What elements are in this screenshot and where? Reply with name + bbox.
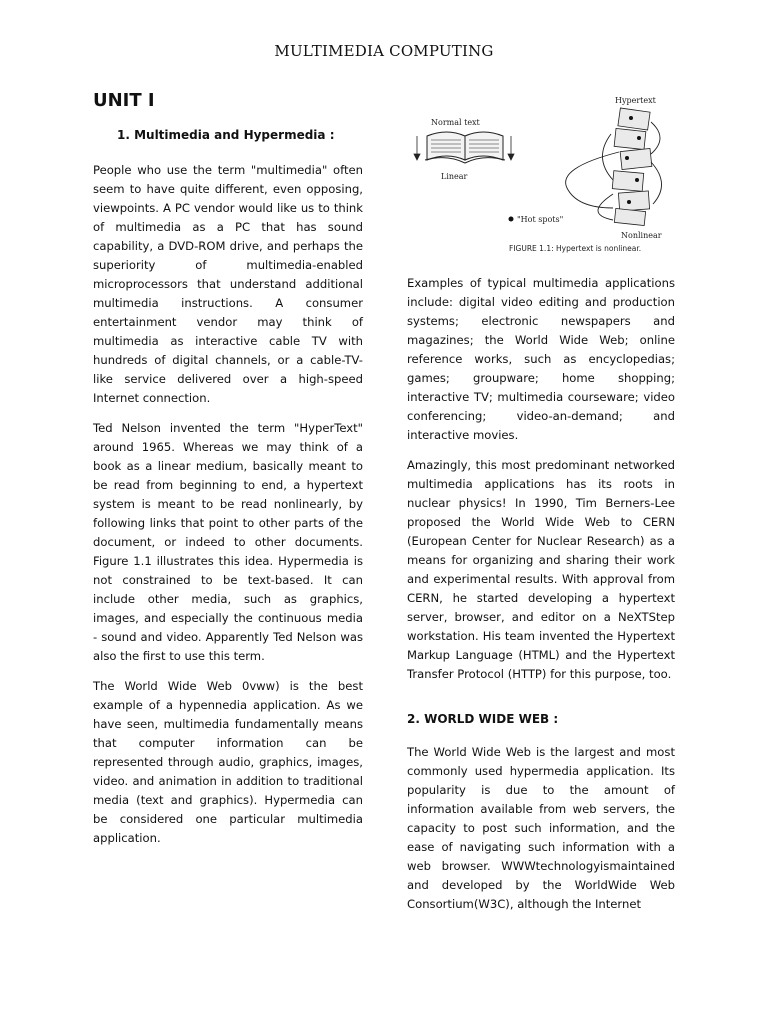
open-book-icon	[425, 132, 505, 163]
section-1-title: 1. Multimedia and Hypermedia :	[117, 128, 335, 142]
label-hypertext: Hypertext	[615, 96, 656, 105]
section-2-title: 2. WORLD WIDE WEB :	[407, 712, 559, 726]
hypertext-pages-icon	[612, 108, 652, 226]
label-hot-spots: "Hot spots"	[517, 215, 564, 224]
figure-caption: FIGURE 1.1: Hypertext is nonlinear.	[509, 244, 642, 253]
right-column	[407, 88, 675, 925]
paragraph-www-description: The World Wide Web is the largest and most commonly used hypermedia application. Its popularity is due to the amount of information available from web servers, the capacity to post such information, and the ease of navigating such information with a web browser. WWWtechnologyismaintained and developed by the WorldWide Web Consortium(W3C), although the Internet	[407, 745, 675, 911]
paragraph-www-origins: Amazingly, this most predominant networked multimedia applications has its roots in nuclear physics! In 1990, Tim Berners-Lee proposed the World Wide Web to CERN (European Center for Nuclear Research) as a means for organizing and sharing their work and experimental results. With approval from CERN, he started developing a hypertext server, browser, and editor on a NeXTStep workstation. His team invented the Hypertext Markup Language (HTML) and the Hypertext Transfer Protocol (HTTP) for this purpose, too.	[407, 458, 675, 681]
label-nonlinear: Nonlinear	[621, 231, 662, 240]
unit-heading: UNIT I	[93, 90, 155, 111]
page-header-title: MULTIMEDIA COMPUTING	[274, 42, 494, 60]
label-normal-text: Normal text	[431, 118, 480, 127]
paragraph-multimedia-viewpoints: People who use the term "multimedia" often seem to have quite different, even opposing, viewpoints. A PC vendor would like us to think of multimedia as a PC that has sound capability, a DVD-ROM drive, and perhaps the superiority of multimedia-enabled microprocessors that understand additional multimedia instructions. A consumer entertainment vendor may think of multimedia as interactive cable TV with hundreds of digital channels, or a cable-TV-like service delivered over a high-speed Internet connection.	[93, 163, 363, 405]
paragraph-multimedia-examples: Examples of typical multimedia applications include: digital video editing and production systems; electronic newspapers and magazines; the World Wide Web; online reference works, such as encyclopedias; games; groupware; home shopping; interactive TV; multimedia courseware; video conferencing; video-an-demand; and interactive movies.	[407, 276, 675, 442]
paragraph-ted-nelson: Ted Nelson invented the term "HyperText" around 1965. Whereas we may think of a book as a linear medium, basically meant to be read from beginning to end, a hypertext system is meant to be read nonlinearly, by following links that point to other parts of the document, or indeed to other documents. Figure 1.1 illustrates this idea. Hypermedia is not constrained to be text-based. It can include other media, such as graphics, images, and especially the continuous media - sound and video. Apparently Ted Nelson was also the first to use this term.	[93, 421, 363, 663]
label-linear: Linear	[441, 172, 468, 181]
paragraph-www-hypermedia: The World Wide Web 0vww) is the best example of a hypennedia application. As we have seen, multimedia fundamentally means that computer information can be represented through audio, graphics, images, video. and animation in addition to traditional media (text and graphics). Hypermedia can be considered one particular multimedia application.	[93, 679, 363, 845]
figure-hypertext-nonlinear	[407, 88, 675, 256]
left-column	[93, 88, 363, 859]
